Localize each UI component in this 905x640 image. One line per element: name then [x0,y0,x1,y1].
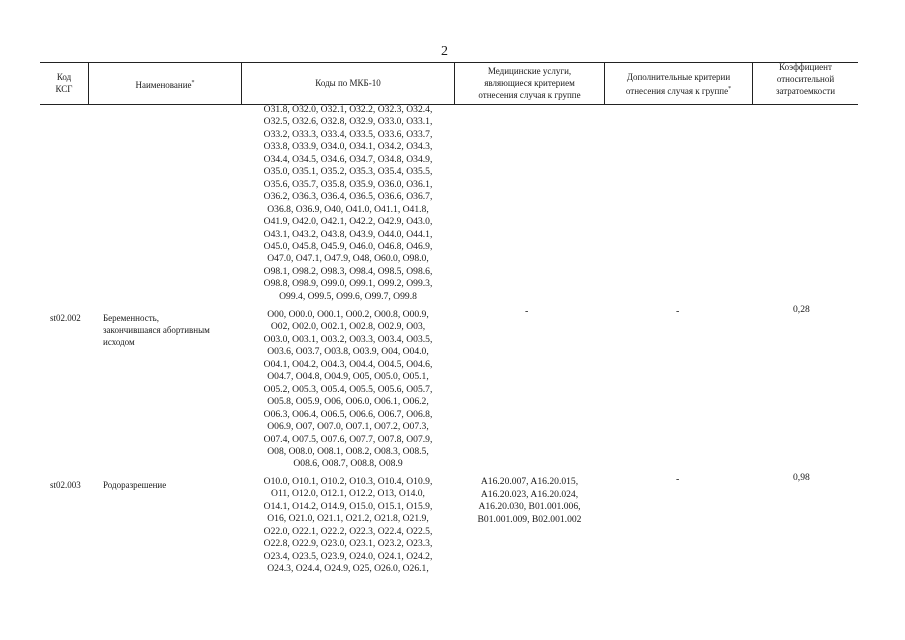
ksg-code: st02.002 [50,313,81,323]
header-top-rule [40,62,858,63]
coefficient: 0,98 [793,472,810,483]
extra-dash: - [676,306,680,317]
ksg-code: st02.003 [50,480,81,490]
coefficient: 0,28 [793,304,810,315]
header-extra: Дополнительные критерии отнесения случая к группе* [625,72,732,96]
icd-codes: O10.0, O10.1, O10.2, O10.3, O10.4, O10.9, O11, O12.0, O12.1, O12.2, O13, O14.0, O14.1, O14.2, O14.9, O15.0, O15.1, O15.9, O16, O21.0, O21.1, O21.2, O21.8, O21.9, O22.0, O22.1, O22.2, O22.3, O22.4, O22.5, O22.8, O22.9, O23.0, O23.1, O23.2, O23.3, O23.4, O23.5, O23.9, O24.0, O24.1, O24.2, O24.3, O24.4, O24.9, O25, O26.0, O26.1, [263,476,433,575]
services-dash: - [525,306,529,317]
header-services: Медицинские услуги, являющиеся критерием отнесения случая к группе [478,66,581,100]
header-code: Код КСГ [55,72,73,94]
icd-codes-continuation: O31.8, O32.0, O32.1, O32.2, O32.3, O32.4, O32.5, O32.6, O32.8, O32.9, O33.0, O33.1, O33.2, O33.3, O33.4, O33.5, O33.6, O33.7, O33.8, O33.9, O34.0, O34.1, O34.2, O34.3, O34.4, O34.5, O34.6, O34.7, O34.8, O34.9, O35.0, O35.1, O35.2, O35.3, O35.4, O35.5, O35.6, O35.7, O35.8, O35.9, O36.0, O36.1, O36.2, O36.3, O36.4, O36.5, O36.6, O36.7, O36.8, O36.9, O40, O41.0, O41.1, O41.8, O41.9, O42.0, O42.1, O42.2, O42.9, O43.0, O43.1, O43.2, O43.8, O43.9, O44.0, O44.1, O45.0, O45.8, O45.9, O46.0, O46.8, O46.9, O47.0, O47.1, O47.9, O48, O60.0, O98.0, O98.1, O98.2, O98.3, O98.4, O98.5, O98.6, O98.8, O98.9, O99.0, O99.1, O99.2, O99.3, O99.4, O99.5, O99.6, O99.7, O99.8 [263,104,433,302]
icd-codes: O00, O00.0, O00.1, O00.2, O00.8, O00.9, O02, O02.0, O02.1, O02.8, O02.9, O03, O03.0, O03.1, O03.2, O03.3, O03.4, O03.5, O03.6, O03.7, O03.8, O03.9, O04, O04.0, O04.1, O04.2, O04.3, O04.4, O04.5, O04.6, O04.7, O04.8, O04.9, O05, O05.0, O05.1, O05.2, O05.3, O05.4, O05.5, O05.6, O05.7, O05.8, O05.9, O06, O06.0, O06.1, O06.2, O06.3, O06.4, O06.5, O06.6, O06.7, O06.8, O06.9, O07, O07.0, O07.1, O07.2, O07.3, O07.4, O07.5, O07.6, O07.7, O07.8, O07.9, O08, O08.0, O08.1, O08.2, O08.3, O08.5, O08.6, O08.7, O08.8, O08.9 [263,309,433,470]
header-coef: Коэффициент относительной затратоемкости [775,62,836,96]
header-icd: Коды по МКБ-10 [315,78,381,88]
header-name: Наименование* [135,80,195,90]
medical-services: A16.20.007, A16.20.015, A16.20.023, A16.20.024, A16.20.030, B01.001.006, B01.001.009, B02.001.002 [477,476,582,525]
ksg-name: Беременность, закончившаяся абортивным исходом [103,313,210,347]
ksg-name: Родоразрешение [103,480,167,490]
page-number: 2 [441,44,448,59]
extra-dash: - [676,474,680,485]
